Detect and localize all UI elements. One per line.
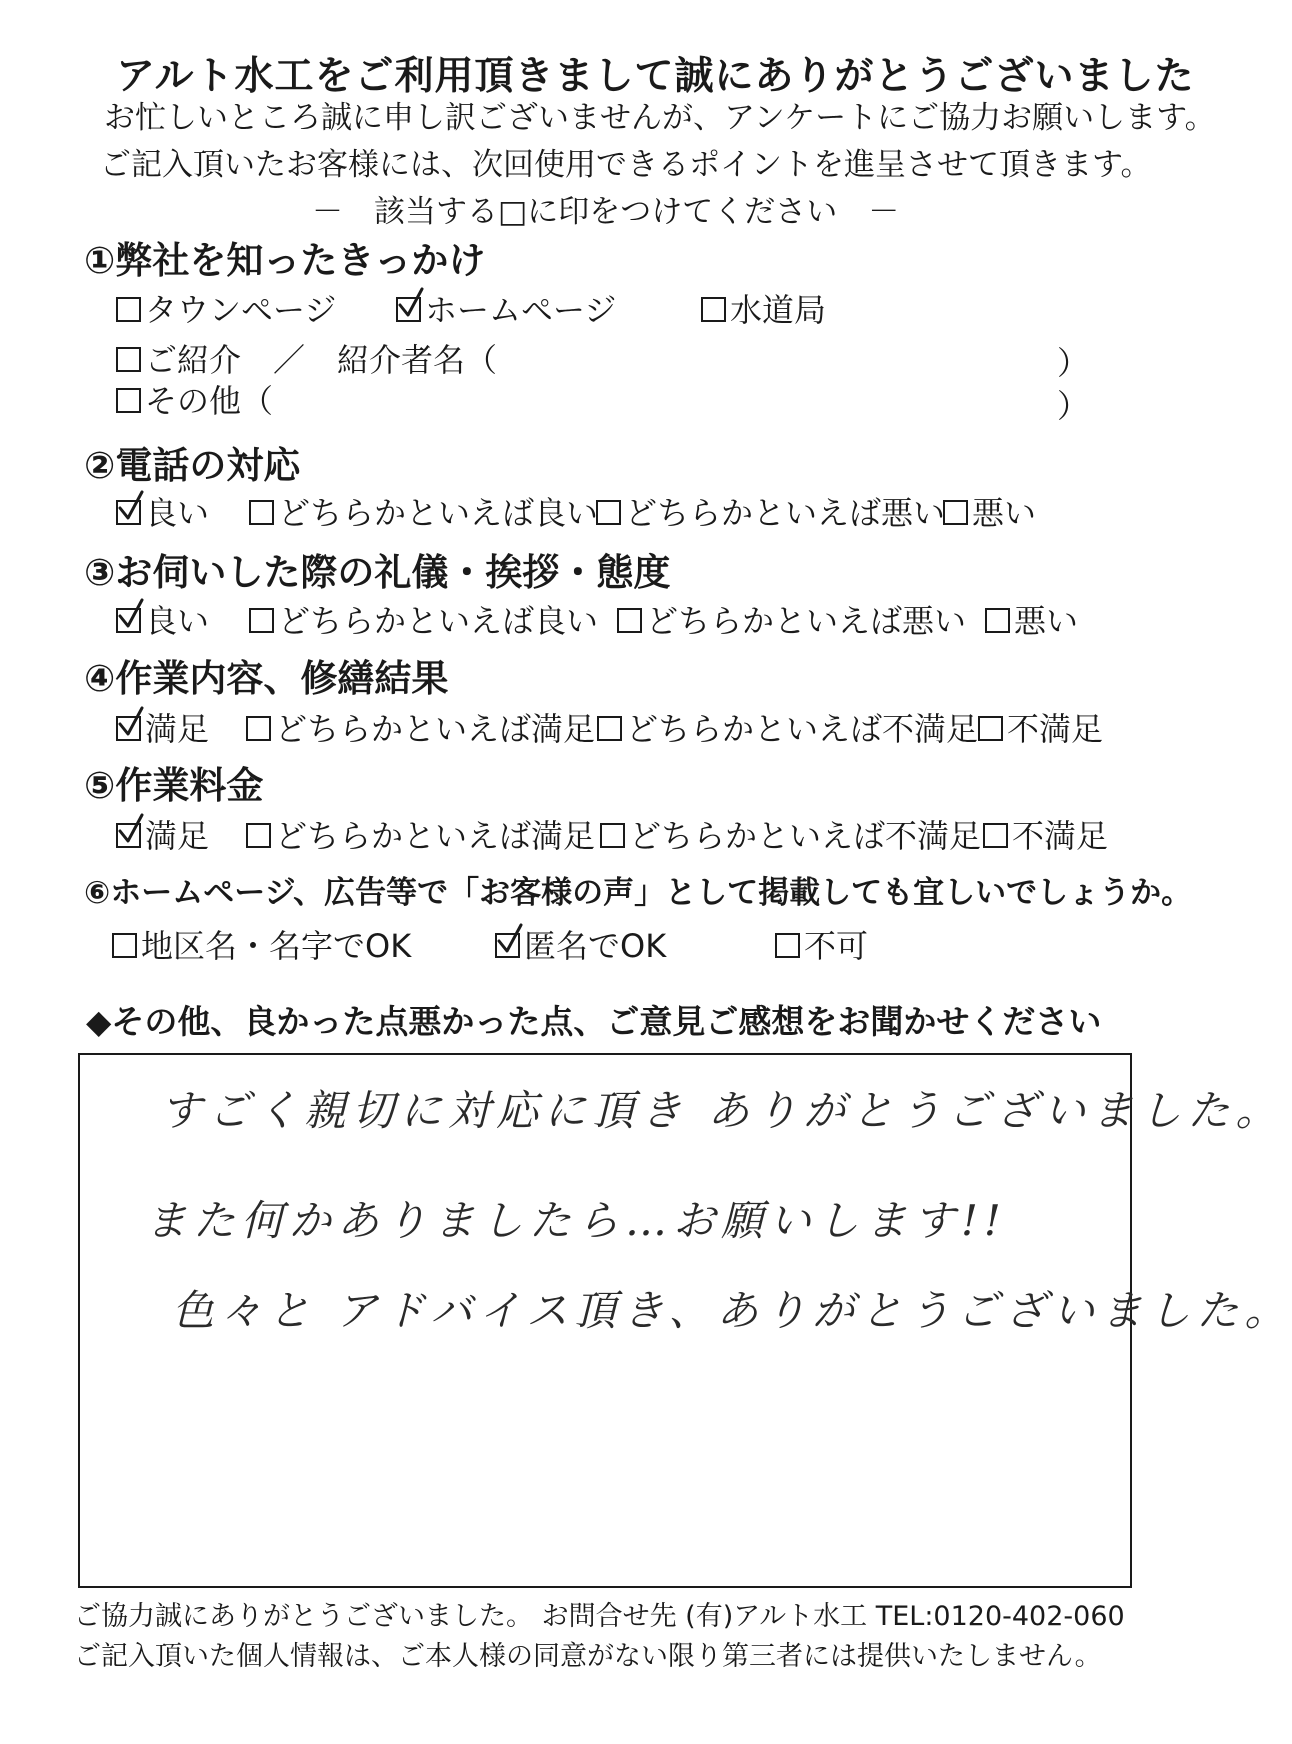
option-label: 満足 [145,710,210,748]
checkbox[interactable] [978,716,1003,741]
q5-option[interactable] [246,817,600,855]
q4-option[interactable] [116,710,246,748]
checkbox[interactable] [112,933,137,958]
checkbox[interactable] [116,823,141,848]
q6-option[interactable] [495,927,775,965]
option-label: 良い [145,602,210,640]
checkbox[interactable] [246,823,271,848]
comment-line: また何かありましたら…お願いします!! [145,1196,1007,1245]
check-mark-icon [116,706,146,740]
check-mark-icon [116,490,146,524]
q1-title: ①弊社を知ったきっかけ [84,239,486,282]
q3-option[interactable] [249,602,617,640]
checkbox[interactable] [597,716,622,741]
comment-line: 色々と アドバイス頂き、ありがとうございました。 [172,1286,1292,1335]
q2-title: ②電話の対応 [84,444,301,487]
option-label: 良い [145,494,210,532]
option-label: ホームページ [425,291,617,329]
q3-title: ③お伺いした際の礼儀・挨拶・態度 [84,551,671,594]
checkbox[interactable] [116,608,141,633]
check-mark-icon [116,813,146,847]
points-text: ご記入頂いたお客様には、次回使用できるポイントを進呈させて頂きます。 [100,147,1152,183]
option-label: 満足 [145,817,210,855]
option-label: 地区名・名字でOK [141,927,412,965]
option-label: どちらかといえば不満足 [626,710,979,748]
check-mark-icon [495,923,525,957]
other-label: その他（ [145,382,274,420]
referral-close-paren: ） [1057,344,1090,382]
checkbox[interactable] [775,933,800,958]
checkbox[interactable] [943,500,968,525]
checkbox[interactable] [116,388,141,413]
comment-line: すごく親切に対応に頂き ありがとうございました。 [160,1086,1284,1135]
q4-title: ④作業内容、修繕結果 [84,657,449,700]
option-label: 悪い [972,494,1037,532]
checkbox[interactable] [116,347,141,372]
option-label: どちらかといえば不満足 [629,817,982,855]
q2-option[interactable] [249,494,599,532]
checkbox[interactable] [249,500,274,525]
checkbox[interactable] [985,608,1010,633]
q4-option[interactable] [597,710,979,748]
option-label: どちらかといえば満足 [275,710,596,748]
option-label: 不可 [804,927,869,965]
q3-option[interactable] [985,602,1079,640]
option-label: タウンページ [145,291,337,329]
q5-title: ⑤作業料金 [84,764,264,807]
request-text: お忙しいところ誠に申し訳ございませんが、アンケートにご協力お願いします。 [104,100,1216,136]
option-label: どちらかといえば良い [278,494,599,532]
q1-referral[interactable] [116,341,498,379]
other-close-paren: ） [1057,387,1090,425]
checkbox[interactable] [617,608,642,633]
referral-label: ご紹介 ／ 紹介者名（ [145,341,498,379]
q2-option[interactable] [596,494,946,532]
q5-option[interactable] [983,817,1109,855]
q3-options [116,602,1079,640]
check-mark-icon [396,287,426,321]
checkbox[interactable] [495,933,520,958]
option-label: どちらかといえば満足 [275,817,596,855]
q5-options [116,817,1109,855]
q6-option[interactable] [112,927,495,965]
checkbox[interactable] [116,500,141,525]
checkbox[interactable] [600,823,625,848]
q2-option[interactable] [116,494,249,532]
instruction-text: － 該当する□に印をつけてください － [312,194,900,230]
form-title: アルト水工をご利用頂きまして誠にありがとうございました [116,54,1195,99]
q1-options [116,291,827,329]
option-label: 不満足 [1007,710,1104,748]
q4-option[interactable] [978,710,1104,748]
q6-option[interactable] [775,927,869,965]
check-mark-icon [116,598,146,632]
option-label: 匿名でOK [524,927,667,965]
checkbox[interactable] [701,297,726,322]
checkbox[interactable] [396,297,421,322]
option-label: どちらかといえば悪い [625,494,946,532]
option-label: 水道局 [730,291,827,329]
q1-option[interactable] [116,291,396,329]
option-label: 不満足 [1012,817,1109,855]
q3-option[interactable] [617,602,985,640]
checkbox[interactable] [246,716,271,741]
option-label: 悪い [1014,602,1079,640]
option-label: どちらかといえば悪い [646,602,967,640]
q6-options [112,927,869,965]
footer-privacy: ご記入頂いた個人情報は、ご本人様の同意がない限り第三者には提供いたしません。 [74,1641,1102,1672]
q2-option[interactable] [943,494,1037,532]
q5-option[interactable] [600,817,983,855]
option-label: どちらかといえば良い [278,602,599,640]
checkbox[interactable] [249,608,274,633]
comments-title: ◆その他、良かった点悪かった点、ご意見ご感想をお聞かせください [86,1002,1102,1041]
checkbox[interactable] [116,716,141,741]
q5-option[interactable] [116,817,246,855]
q1-option[interactable] [701,291,827,329]
q3-option[interactable] [116,602,249,640]
checkbox[interactable] [983,823,1008,848]
q1-option[interactable] [396,291,701,329]
footer-contact: ご協力誠にありがとうございました。 お問合せ先 (有)アルト水工 TEL:0120-402-060 [74,1601,1125,1632]
q6-title: ⑥ホームページ、広告等で「お客様の声」として掲載しても宜しいでしょうか。 [84,875,1193,911]
q4-options [116,710,1104,748]
checkbox[interactable] [596,500,621,525]
checkbox[interactable] [116,297,141,322]
q2-options [116,494,1037,532]
q4-option[interactable] [246,710,597,748]
q1-other[interactable] [116,382,274,420]
